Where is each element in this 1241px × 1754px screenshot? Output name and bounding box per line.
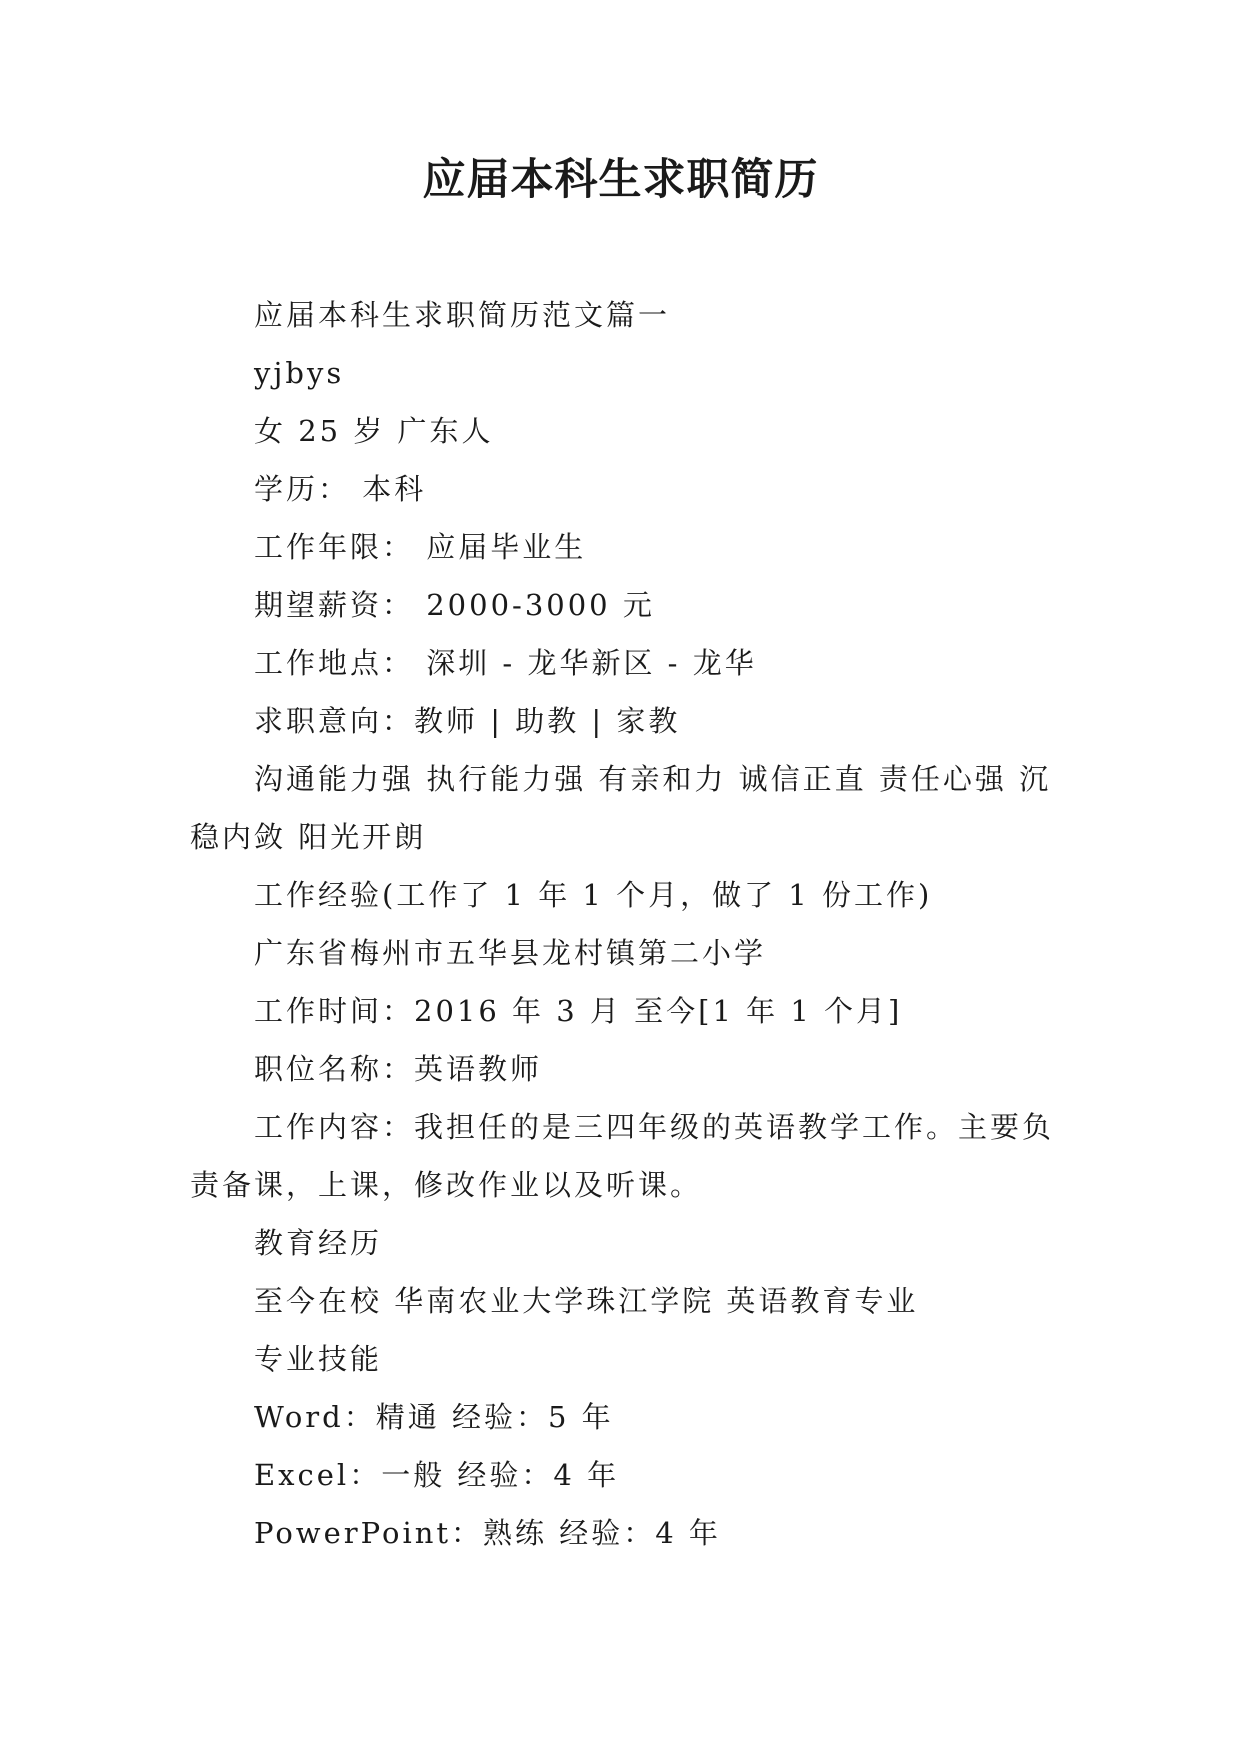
paragraph-sample-heading: 应届本科生求职简历范文篇一 [254,298,671,332]
paragraph-skill-powerpoint: PowerPoint：熟练 经验：4 年 [254,1516,721,1550]
document-title: 应届本科生求职简历 [422,155,819,205]
paragraph-school: 至今在校 华南农业大学珠江学院 英语教育专业 [254,1284,919,1318]
paragraph-expected-salary: 期望薪资： 2000-3000 元 [254,588,655,622]
paragraph-basic-info: 女 25 岁 广东人 [254,414,494,448]
paragraph-job-description: 工作内容：我担任的是三四年级的英语教学工作。主要负责备课，上课，修改作业以及听课。 [190,1110,1055,1202]
paragraph-education-level: 学历： 本科 [254,472,427,506]
paragraph-personal-traits: 沟通能力强 执行能力强 有亲和力 诚信正直 责任心强 沉稳内敛 阳光开朗 [190,762,1052,854]
paragraph-job-title: 职位名称：英语教师 [254,1052,543,1086]
paragraph-employer: 广东省梅州市五华县龙村镇第二小学 [254,936,767,970]
paragraph-work-location: 工作地点： 深圳 - 龙华新区 - 龙华 [254,646,757,680]
document-body [190,286,1056,1562]
paragraph-job-intention: 求职意向：教师 | 助教 | 家教 [254,704,681,738]
paragraph-work-years: 工作年限： 应届毕业生 [254,530,587,564]
paragraph-skill-excel: Excel：一般 经验：4 年 [254,1458,620,1492]
paragraph-work-period: 工作时间：2016 年 3 月 至今[1 年 1 个月] [254,994,903,1028]
paragraph-source-tag: yjbys [254,356,345,390]
paragraph-skill-word: Word：精通 经验：5 年 [254,1400,614,1434]
paragraph-skills-heading: 专业技能 [254,1342,383,1376]
paragraph-education-heading: 教育经历 [254,1226,383,1260]
paragraph-work-experience-heading: 工作经验(工作了 1 年 1 个月，做了 1 份工作) [254,878,933,912]
